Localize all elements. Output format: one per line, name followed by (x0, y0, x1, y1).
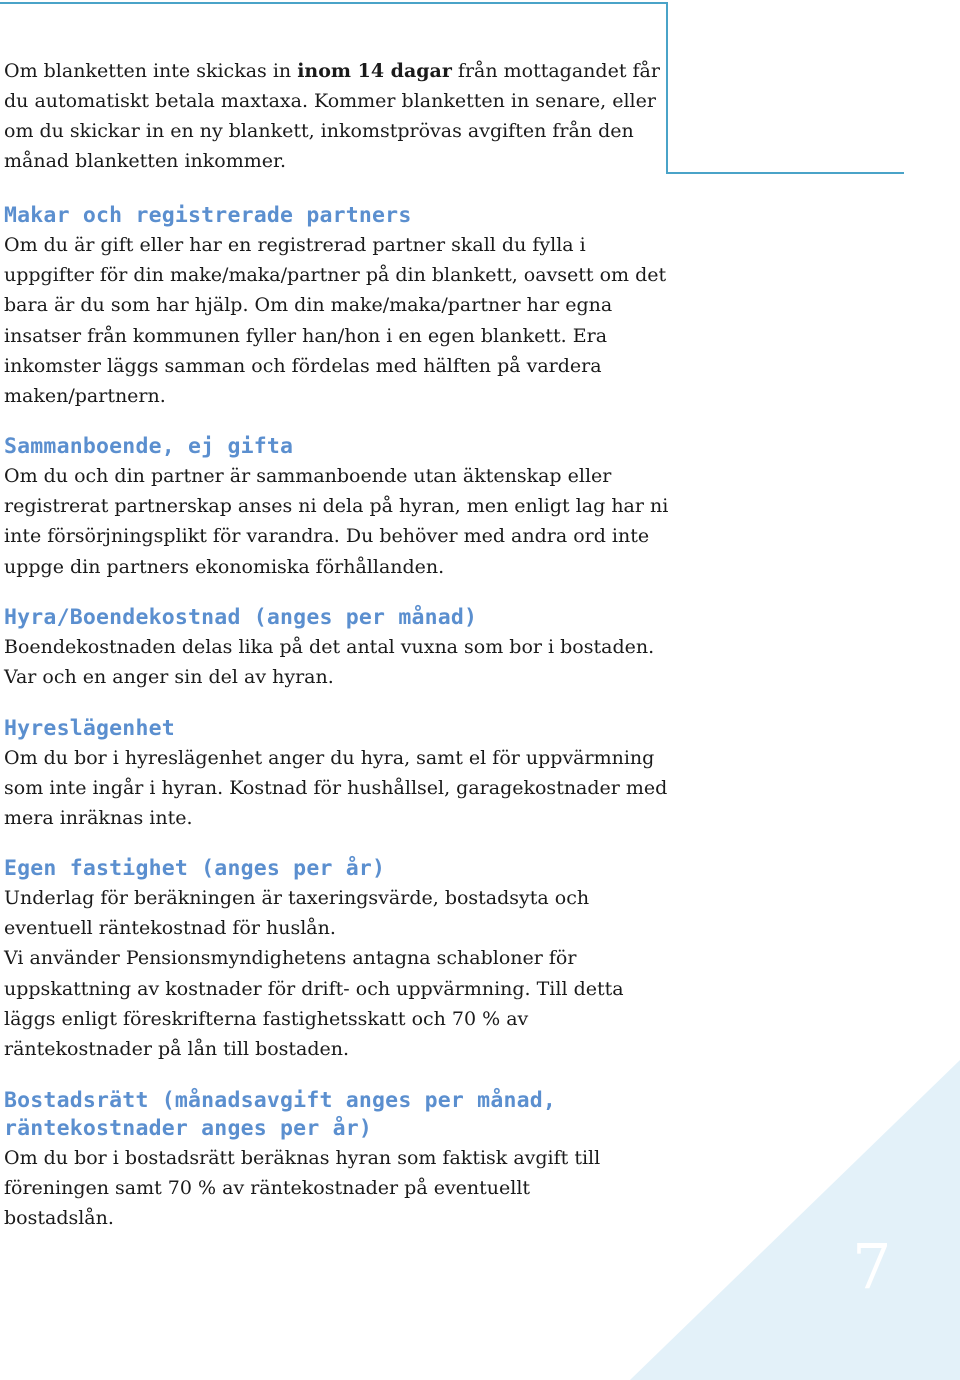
frame-bottom-line (666, 172, 904, 174)
section-hyreslagenhet (4, 715, 674, 834)
section-heading: Hyreslägenhet (4, 716, 175, 741)
section-paragraph: Vi använder Pensionsmyndighetens antagna schabloner för uppskattning av kostnader för drift- och uppvärmning. Till detta läggs enligt föreskrifterna fastighetsskatt och 70 % av räntekostnader på lån till bostaden. (4, 947, 624, 1061)
section-heading: Makar och registrerade partners (4, 203, 412, 228)
section-paragraph: Om du bor i bostadsrätt beräknas hyran som faktisk avgift till föreningen samt 70 % av räntekostnader på eventuellt bostadslån. (4, 1147, 601, 1230)
section-hyra-boendekostnad (4, 604, 674, 692)
section-makar-partners (4, 202, 674, 411)
section-paragraph: Om du är gift eller har en registrerad partner skall du fylla i uppgifter för din make/maka/partner på din blankett, oavsett om det bara är du som har hjälp. Om din make/maka/partner har egna insatser från kommunen fyller han/hon i en egen blankett. Era inkomster läggs samman och fördelas med hälften på vardera maken/partnern. (4, 234, 667, 408)
section-heading: Hyra/Boendekostnad (anges per månad) (4, 605, 478, 630)
section-paragraph: Om du och din partner är sammanboende utan äktenskap eller registrerat partnerskap anses ni dela på hyran, men enligt lag har ni inte försörjningsplikt för varandra. Du behöver med andra ord inte uppge din partners ekonomiska förhållanden. (4, 465, 669, 578)
section-sammanboende (4, 433, 674, 582)
intro-text-before: Om blanketten inte skickas in (4, 60, 298, 82)
intro-text-after: från mottagandet får du automatiskt betala maxtaxa. Kommer blanketten in senare, eller om du skickar in en ny blankett, inkomstprövas avgiften från den månad blanketten inkommer. (4, 60, 660, 172)
frame-top-line (0, 2, 668, 4)
corner-triangle-decoration (630, 1060, 960, 1380)
section-heading: Bostadsrätt (månadsavgift anges per månad, räntekostnader anges per år) (4, 1088, 557, 1141)
page-number: 7 (852, 1230, 892, 1303)
section-paragraph: Underlag för beräkningen är taxeringsvärde, bostadsyta och eventuell räntekostnad för huslån. (4, 887, 590, 940)
section-paragraph: Boendekostnaden delas lika på det antal vuxna som bor i bostaden. Var och en anger sin del av hyran. (4, 636, 655, 689)
section-paragraph: Om du bor i hyreslägenhet anger du hyra, samt el för uppvärmning som inte ingår i hyran. Kostnad för hushållsel, garagekostnader med mera inräknas inte. (4, 747, 668, 830)
section-egen-fastighet (4, 855, 674, 1064)
intro-deadline-bold: inom 14 dagar (297, 60, 452, 82)
section-heading: Sammanboende, ej gifta (4, 434, 294, 459)
section-bostadsratt (4, 1087, 644, 1234)
frame-right-line (666, 2, 668, 174)
intro-paragraph (4, 56, 664, 176)
corner-triangle (630, 1060, 960, 1380)
section-heading: Egen fastighet (anges per år) (4, 856, 386, 881)
